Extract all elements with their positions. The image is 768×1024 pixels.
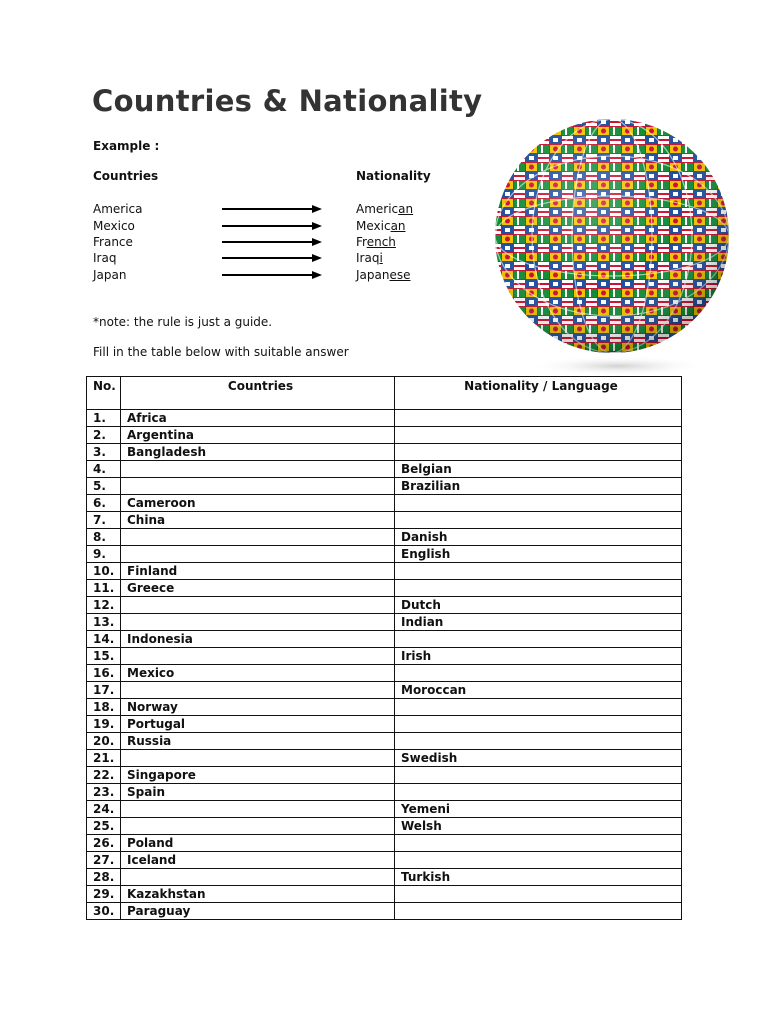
example-country: America <box>93 202 143 216</box>
row-number: 1. <box>87 410 121 427</box>
table-row <box>87 512 682 529</box>
country-cell[interactable] <box>121 597 395 614</box>
nationality-suffix: ench <box>366 235 396 249</box>
example-nationality <box>356 218 406 234</box>
row-number: 12. <box>87 597 121 614</box>
country-cell[interactable] <box>121 750 395 767</box>
country-cell[interactable] <box>121 546 395 563</box>
table-row <box>87 444 682 461</box>
row-number: 14. <box>87 631 121 648</box>
arrow-right-icon <box>222 253 322 263</box>
nationality-cell[interactable]: Indian <box>395 614 682 631</box>
row-number: 5. <box>87 478 121 495</box>
country-cell[interactable] <box>121 682 395 699</box>
example-nationality <box>356 267 411 283</box>
example-nationality <box>356 201 413 217</box>
table-row <box>87 852 682 869</box>
nationality-cell[interactable] <box>395 512 682 529</box>
row-number: 26. <box>87 835 121 852</box>
example-countries-header: Countries <box>93 169 159 183</box>
nationality-cell[interactable] <box>395 784 682 801</box>
nationality-cell[interactable] <box>395 580 682 597</box>
table-row <box>87 563 682 580</box>
row-number: 23. <box>87 784 121 801</box>
table-row <box>87 648 682 665</box>
table-row <box>87 546 682 563</box>
country-cell[interactable] <box>121 648 395 665</box>
table-row <box>87 699 682 716</box>
nationality-cell[interactable] <box>395 444 682 461</box>
nationality-cell[interactable] <box>395 495 682 512</box>
nationality-cell[interactable] <box>395 733 682 750</box>
arrow-right-icon <box>222 221 322 231</box>
nationality-cell[interactable]: Danish <box>395 529 682 546</box>
header-countries: Countries <box>121 377 395 410</box>
row-number: 11. <box>87 580 121 597</box>
table-row <box>87 410 682 427</box>
nationality-cell[interactable] <box>395 563 682 580</box>
table-row <box>87 716 682 733</box>
row-number: 18. <box>87 699 121 716</box>
row-number: 24. <box>87 801 121 818</box>
nationality-suffix: an <box>398 202 414 216</box>
example-nationality-header: Nationality <box>356 169 431 183</box>
table-row <box>87 614 682 631</box>
table-row <box>87 495 682 512</box>
example-country: Mexico <box>93 219 135 233</box>
table-row <box>87 597 682 614</box>
country-cell[interactable] <box>121 801 395 818</box>
nationality-cell[interactable]: Swedish <box>395 750 682 767</box>
country-cell[interactable]: Norway <box>121 699 395 716</box>
nationality-cell[interactable] <box>395 903 682 920</box>
row-number: 21. <box>87 750 121 767</box>
table-row <box>87 869 682 886</box>
row-number: 16. <box>87 665 121 682</box>
nationality-suffix: an <box>390 219 406 233</box>
country-cell[interactable]: Indonesia <box>121 631 395 648</box>
nationality-stem: Iraq <box>356 251 380 265</box>
nationality-cell[interactable] <box>395 716 682 733</box>
country-cell[interactable]: Argentina <box>121 427 395 444</box>
table-row <box>87 784 682 801</box>
country-cell[interactable] <box>121 869 395 886</box>
nationality-cell[interactable] <box>395 665 682 682</box>
table-row <box>87 427 682 444</box>
row-number: 25. <box>87 818 121 835</box>
header-nationality: Nationality / Language <box>395 377 682 410</box>
country-cell[interactable] <box>121 461 395 478</box>
nationality-cell[interactable] <box>395 699 682 716</box>
country-cell[interactable] <box>121 478 395 495</box>
country-cell[interactable] <box>121 529 395 546</box>
nationality-stem: Japan <box>356 268 390 282</box>
country-cell[interactable]: China <box>121 512 395 529</box>
table-row <box>87 886 682 903</box>
header-no: No. <box>87 377 121 410</box>
nationality-cell[interactable]: Belgian <box>395 461 682 478</box>
row-number: 29. <box>87 886 121 903</box>
row-number: 19. <box>87 716 121 733</box>
nationality-suffix: i <box>379 251 383 265</box>
country-cell[interactable]: Spain <box>121 784 395 801</box>
nationality-cell[interactable] <box>395 427 682 444</box>
table-row <box>87 733 682 750</box>
row-number: 3. <box>87 444 121 461</box>
nationality-cell[interactable]: Brazilian <box>395 478 682 495</box>
nationality-stem: Mexic <box>356 219 391 233</box>
example-country: Iraq <box>93 251 117 265</box>
row-number: 30. <box>87 903 121 920</box>
nationality-cell[interactable] <box>395 767 682 784</box>
example-nationality <box>356 234 396 250</box>
example-country: Japan <box>93 268 127 282</box>
table-row <box>87 682 682 699</box>
table-row <box>87 529 682 546</box>
answer-table <box>86 376 682 920</box>
table-row <box>87 631 682 648</box>
nationality-cell[interactable]: English <box>395 546 682 563</box>
row-number: 28. <box>87 869 121 886</box>
row-number: 17. <box>87 682 121 699</box>
nationality-cell[interactable] <box>395 410 682 427</box>
country-cell[interactable]: Singapore <box>121 767 395 784</box>
row-number: 2. <box>87 427 121 444</box>
country-cell[interactable]: Poland <box>121 835 395 852</box>
example-country: France <box>93 235 133 249</box>
row-number: 13. <box>87 614 121 631</box>
row-number: 4. <box>87 461 121 478</box>
country-cell[interactable]: Greece <box>121 580 395 597</box>
country-cell[interactable]: Finland <box>121 563 395 580</box>
row-number: 9. <box>87 546 121 563</box>
nationality-stem: Fr <box>356 235 367 249</box>
table-row <box>87 478 682 495</box>
country-cell[interactable]: Africa <box>121 410 395 427</box>
country-cell[interactable]: Portugal <box>121 716 395 733</box>
instruction-text: Fill in the table below with suitable answer <box>93 345 349 359</box>
nationality-cell[interactable]: Turkish <box>395 869 682 886</box>
country-cell[interactable]: Kazakhstan <box>121 886 395 903</box>
nationality-suffix: ese <box>389 268 411 282</box>
country-cell[interactable]: Iceland <box>121 852 395 869</box>
arrow-right-icon <box>222 237 322 247</box>
table-row <box>87 750 682 767</box>
row-number: 22. <box>87 767 121 784</box>
nationality-cell[interactable] <box>395 852 682 869</box>
country-cell[interactable]: Paraguay <box>121 903 395 920</box>
table-header-row <box>87 377 682 410</box>
nationality-cell[interactable]: Dutch <box>395 597 682 614</box>
nationality-cell[interactable]: Welsh <box>395 818 682 835</box>
row-number: 8. <box>87 529 121 546</box>
table-row <box>87 818 682 835</box>
arrow-right-icon <box>222 204 322 214</box>
nationality-cell[interactable] <box>395 886 682 903</box>
nationality-cell[interactable] <box>395 835 682 852</box>
row-number: 15. <box>87 648 121 665</box>
table-row <box>87 461 682 478</box>
row-number: 10. <box>87 563 121 580</box>
table-row <box>87 903 682 920</box>
nationality-cell[interactable]: Moroccan <box>395 682 682 699</box>
note-text: *note: the rule is just a guide. <box>93 315 273 329</box>
row-number: 6. <box>87 495 121 512</box>
nationality-stem: Americ <box>356 202 399 216</box>
page-title: Countries & Nationality <box>92 84 483 118</box>
nationality-cell[interactable]: Yemeni <box>395 801 682 818</box>
row-number: 27. <box>87 852 121 869</box>
country-cell[interactable] <box>121 614 395 631</box>
country-cell[interactable]: Cameroon <box>121 495 395 512</box>
row-number: 7. <box>87 512 121 529</box>
table-row <box>87 801 682 818</box>
country-cell[interactable] <box>121 818 395 835</box>
example-nationality <box>356 250 383 266</box>
table-row <box>87 835 682 852</box>
nationality-cell[interactable]: Irish <box>395 648 682 665</box>
table-row <box>87 665 682 682</box>
nationality-cell[interactable] <box>395 631 682 648</box>
table-row <box>87 767 682 784</box>
country-cell[interactable]: Bangladesh <box>121 444 395 461</box>
country-cell[interactable]: Russia <box>121 733 395 750</box>
flag-globe-icon <box>490 118 748 380</box>
row-number: 20. <box>87 733 121 750</box>
example-label: Example : <box>93 139 160 153</box>
arrow-right-icon <box>222 270 322 280</box>
table-row <box>87 580 682 597</box>
country-cell[interactable]: Mexico <box>121 665 395 682</box>
